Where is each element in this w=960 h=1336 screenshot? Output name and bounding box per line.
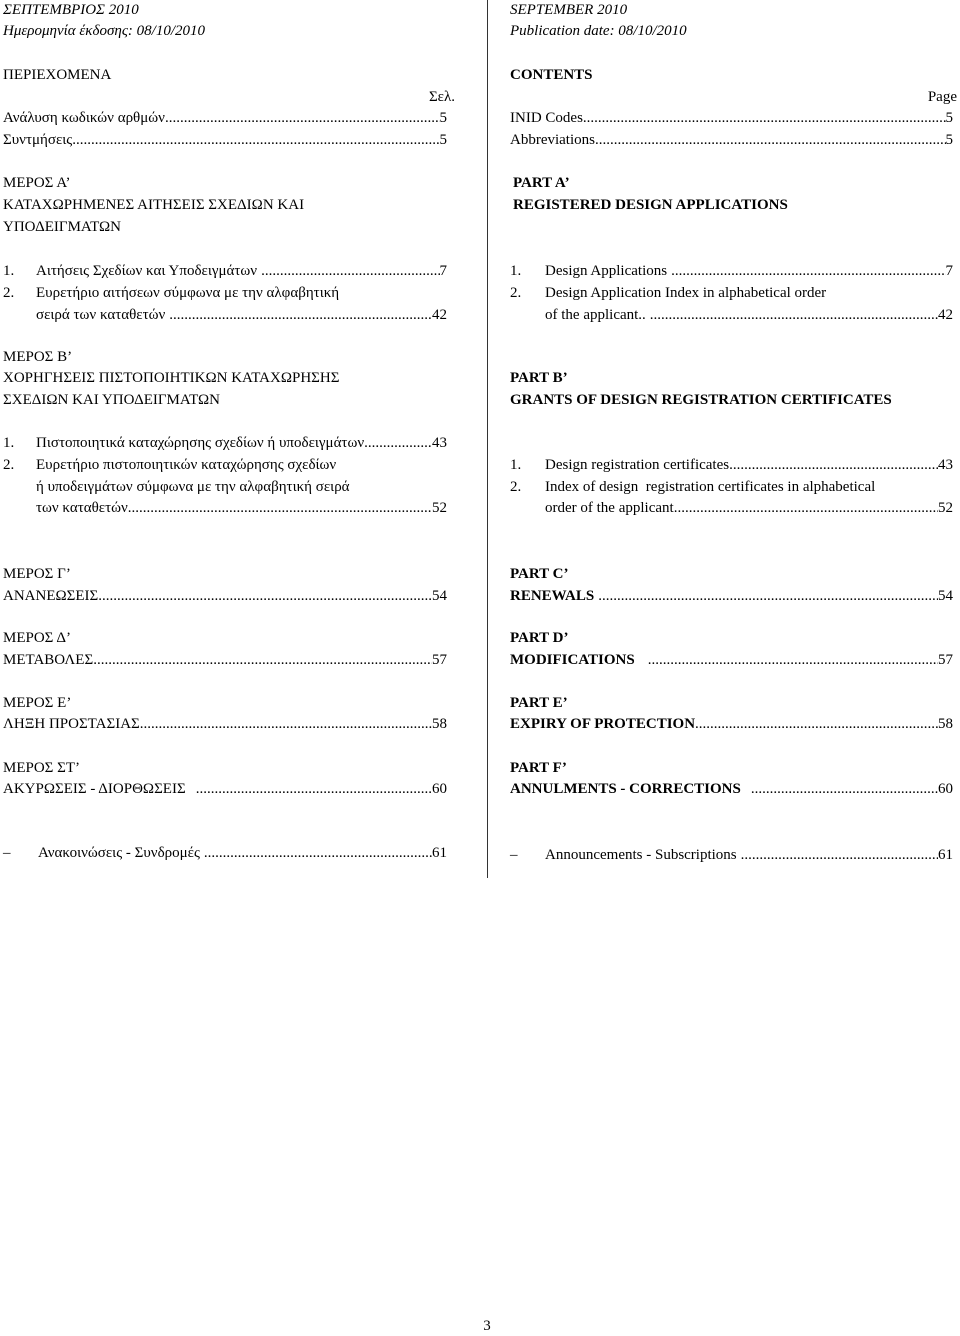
item-label: Ευρετήριο αιτήσεων σύμφωνα με την αλφαβητική	[36, 285, 340, 301]
contents-title-english: CONTENTS	[510, 67, 593, 83]
announcements-page: 61	[938, 847, 953, 863]
part-c-entry-english	[510, 586, 953, 606]
part-b-item-2-continuation-english	[545, 498, 953, 518]
part-b-heading-greek: ΜΕΡΟΣ Β’	[3, 349, 73, 365]
part-a-item-2-continuation-english	[545, 305, 953, 325]
item-page: 42	[938, 307, 953, 323]
issue-month-english: SEPTEMBER 2010	[510, 2, 628, 18]
item-label: Αιτήσεις Σχεδίων και Υποδειγμάτων	[36, 263, 258, 279]
part-a-heading-greek: ΜΕΡΟΣ Α’	[3, 175, 71, 191]
part-e-heading-greek: ΜΕΡΟΣ Ε’	[3, 695, 72, 711]
part-f-entry-greek	[3, 779, 447, 799]
item-page: 42	[432, 307, 447, 323]
announcements-entry-greek	[3, 843, 447, 863]
part-page: 57	[432, 652, 447, 668]
part-a-item-1-english	[510, 261, 953, 281]
part-title: ΛΗΞΗ ΠΡΟΣΤΑΣΙΑΣ	[3, 716, 140, 732]
toc-entry-page: 5	[439, 132, 447, 148]
dot-leader	[169, 305, 432, 325]
part-page: 54	[432, 588, 447, 604]
item-label: Index of design registration certificates in alphabetical	[545, 479, 876, 495]
dot-leader	[72, 130, 439, 150]
item-number: 2.	[510, 479, 522, 495]
toc-entry-inid-english	[510, 108, 953, 128]
part-page: 60	[938, 781, 953, 797]
part-d-entry-english	[510, 650, 953, 670]
page-column-label-greek: Σελ.	[428, 89, 455, 105]
part-b-heading-english: PART B’	[510, 370, 568, 386]
toc-entry-abbreviations-greek	[3, 130, 447, 150]
dot-leader	[93, 650, 432, 670]
dot-leader	[650, 305, 938, 325]
part-d-heading-greek: ΜΕΡΟΣ Δ’	[3, 630, 71, 646]
toc-entry-page: 5	[945, 110, 953, 126]
item-label: Design registration certificates	[545, 457, 730, 473]
part-title: EXPIRY OF PROTECTION	[510, 716, 696, 732]
part-b-item-1-greek	[3, 433, 447, 453]
part-f-heading-greek: ΜΕΡΟΣ ΣΤ’	[3, 760, 81, 776]
item-page: 43	[432, 435, 447, 451]
announcements-page: 61	[432, 845, 447, 861]
dot-leader	[695, 714, 938, 734]
item-label: Design Application Index in alphabetical order	[545, 285, 827, 301]
announcements-entry-english	[510, 845, 953, 865]
item-page: 52	[432, 500, 447, 516]
part-title: ΑΝΑΝΕΩΣΕΙΣ	[3, 588, 99, 604]
item-label: Design Applications	[545, 263, 668, 279]
dot-leader	[674, 498, 938, 518]
dot-leader	[595, 130, 946, 150]
part-a-title-greek: ΚΑΤΑΧΩΡΗΜΕΝΕΣ ΑΙΤΗΣΕΙΣ ΣΧΕΔΙΩΝ ΚΑΙ	[3, 197, 305, 213]
toc-entry-page: 5	[945, 132, 953, 148]
part-c-heading-english: PART C’	[510, 566, 569, 582]
item-label: Ευρετήριο πιστοποιητικών καταχώρησης σχεδίων	[36, 457, 337, 473]
part-a-heading-english: PART A’	[513, 175, 570, 191]
publication-date-greek: Ημερομηνία έκδοσης: 08/10/2010	[3, 23, 205, 39]
item-number: 1.	[510, 263, 522, 279]
dot-leader	[671, 261, 945, 281]
item-label: order of the applicant	[545, 500, 674, 516]
part-f-heading-english: PART F’	[510, 760, 567, 776]
part-page: 60	[432, 781, 447, 797]
announcements-label: Announcements - Subscriptions	[545, 847, 737, 863]
item-number: 1.	[3, 435, 15, 451]
part-e-entry-greek	[3, 714, 447, 734]
dot-leader	[364, 433, 432, 453]
dot-leader	[583, 108, 946, 128]
part-page: 58	[938, 716, 953, 732]
dot-leader	[648, 650, 938, 670]
dot-leader	[729, 455, 938, 475]
item-label: σειρά των καταθετών	[36, 307, 166, 323]
part-e-heading-english: PART E’	[510, 695, 568, 711]
part-a-title-english: REGISTERED DESIGN APPLICATIONS	[513, 197, 788, 213]
part-e-entry-english	[510, 714, 953, 734]
item-label: των καταθετών	[36, 500, 128, 516]
part-title: MODIFICATIONS	[510, 652, 635, 668]
item-number: 2.	[510, 285, 522, 301]
toc-entry-label: INID Codes	[510, 110, 583, 126]
item-page: 52	[938, 500, 953, 516]
part-a-title-greek: ΥΠΟΔΕΙΓΜΑΤΩΝ	[3, 219, 121, 235]
dash-bullet: –	[510, 847, 518, 863]
part-d-heading-english: PART D’	[510, 630, 569, 646]
part-page: 58	[432, 716, 447, 732]
item-number: 2.	[3, 285, 15, 301]
part-page: 54	[938, 588, 953, 604]
dot-leader	[261, 261, 439, 281]
toc-entry-label: Συντμήσεις	[3, 132, 73, 148]
contents-title-greek: ΠΕΡΙΕΧΟΜΕΝΑ	[3, 67, 112, 83]
dot-leader	[598, 586, 938, 606]
column-divider	[487, 0, 488, 878]
item-page: 43	[938, 457, 953, 473]
part-b-title-greek: ΣΧΕΔΙΩΝ ΚΑΙ ΥΠΟΔΕΙΓΜΑΤΩΝ	[3, 392, 220, 408]
page-number: 3	[483, 1318, 491, 1334]
part-b-title-english: GRANTS OF DESIGN REGISTRATION CERTIFICATES	[510, 392, 892, 408]
part-b-item-1-english	[510, 455, 953, 475]
part-b-item-2-english	[510, 477, 953, 497]
part-c-heading-greek: ΜΕΡΟΣ Γ’	[3, 566, 71, 582]
item-page: 7	[439, 263, 447, 279]
dot-leader	[165, 108, 440, 128]
announcements-label: Ανακοινώσεις - Συνδρομές	[38, 845, 200, 861]
part-a-item-2-continuation-greek	[36, 305, 447, 325]
part-title: RENEWALS	[510, 588, 595, 604]
dot-leader	[140, 714, 432, 734]
item-label: Πιστοποιητικά καταχώρησης σχεδίων ή υποδειγμάτων	[36, 435, 365, 451]
issue-month-greek: ΣΕΠΤΕΜΒΡΙΟΣ 2010	[3, 2, 139, 18]
dot-leader	[204, 843, 432, 863]
dot-leader	[196, 779, 432, 799]
publication-date-english: Publication date: 08/10/2010	[510, 23, 687, 39]
part-page: 57	[938, 652, 953, 668]
dash-bullet: –	[3, 845, 11, 861]
part-a-item-2-english	[510, 283, 953, 303]
part-b-item-2-continuation-greek	[36, 498, 447, 518]
dot-leader	[98, 586, 432, 606]
part-b-title-greek: ΧΟΡΗΓΗΣΕΙΣ ΠΙΣΤΟΠΟΙΗΤΙΚΩΝ ΚΑΤΑΧΩΡΗΣΗΣ	[3, 370, 340, 386]
page-column-label-english: Page	[927, 89, 957, 105]
item-number: 1.	[3, 263, 15, 279]
part-d-entry-greek	[3, 650, 447, 670]
part-b-item-2-greek	[3, 455, 447, 475]
part-a-item-2-greek	[3, 283, 447, 303]
toc-entry-label: Ανάλυση κωδικών αρθμών	[3, 110, 165, 126]
item-number: 1.	[510, 457, 522, 473]
toc-entry-page: 5	[439, 110, 447, 126]
toc-entry-inid-greek	[3, 108, 447, 128]
dot-leader	[751, 779, 938, 799]
part-c-entry-greek	[3, 586, 447, 606]
part-b-item-2-continuation-greek: ή υποδειγμάτων σύμφωνα με την αλφαβητική σειρά	[36, 479, 350, 495]
item-page: 7	[945, 263, 953, 279]
part-f-entry-english	[510, 779, 953, 799]
part-title: ANNULMENTS - CORRECTIONS	[510, 781, 741, 797]
toc-entry-abbreviations-english	[510, 130, 953, 150]
item-number: 2.	[3, 457, 15, 473]
item-label: of the applicant..	[545, 307, 646, 323]
toc-entry-label: Abbreviations	[510, 132, 595, 148]
dot-leader	[128, 498, 432, 518]
part-title: ΜΕΤΑΒΟΛΕΣ	[3, 652, 94, 668]
dot-leader	[741, 845, 938, 865]
part-a-item-1-greek	[3, 261, 447, 281]
part-title: ΑΚΥΡΩΣΕΙΣ - ΔΙΟΡΘΩΣΕΙΣ	[3, 781, 186, 797]
